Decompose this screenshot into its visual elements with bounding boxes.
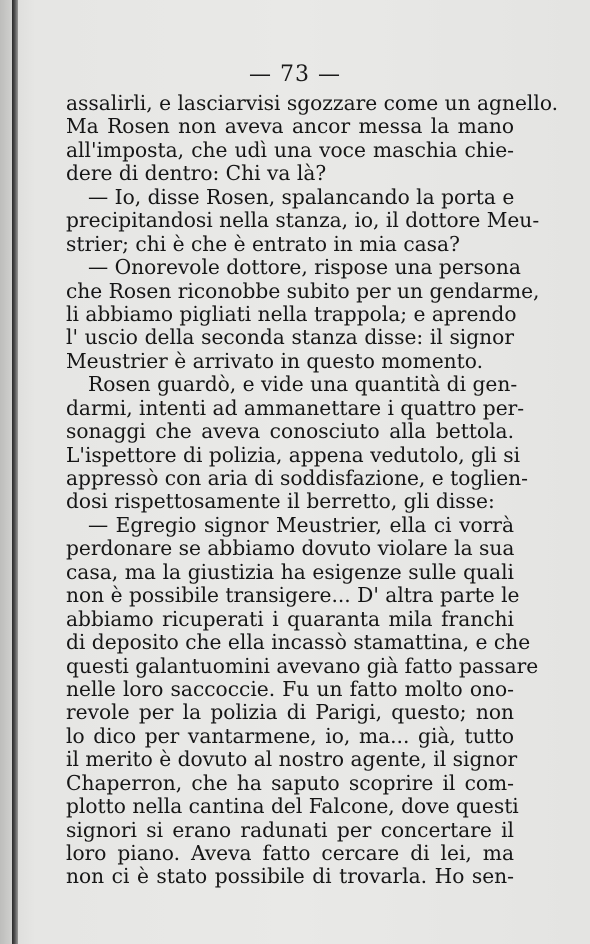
- text-line: il merito è dovuto al nostro agente, il signor: [66, 747, 518, 772]
- text-line: Chaperron, che ha saputo scoprire il com-: [66, 770, 514, 795]
- text-line: plotto nella cantina del Falcone, dove questi: [66, 794, 519, 819]
- text-line: dosi rispettosamente il berretto, gli disse:: [66, 489, 495, 514]
- text-line: non ci è stato possibile di trovarla. Ho sen-: [66, 864, 514, 889]
- text-line: — Egregio signor Meustrier, ella ci vorrà: [88, 512, 514, 537]
- text-line: loro piano. Aveva fatto cercare di lei, ma: [66, 841, 514, 865]
- text-line: assalirli, e lasciarvisi sgozzare come un agnello.: [66, 91, 559, 115]
- text-line: signori si erano radunati per concertare il: [66, 817, 514, 842]
- text-line: L'ispettore di polizia, appena vedutolo, gli si: [66, 442, 521, 467]
- body-text: [66, 91, 559, 889]
- text-line: Ma Rosen non aveva ancor messa la mano: [66, 114, 514, 139]
- text-line: Meustrier è arrivato in questo momento.: [66, 348, 483, 373]
- text-line: darmi, intenti ad ammanettare i quattro per-: [66, 395, 525, 420]
- text-line: nelle loro saccoccie. Fu un fatto molto ono-: [66, 676, 514, 701]
- text-line: sonaggi che aveva conosciuto alla bettola.: [66, 419, 514, 444]
- text-line: strier; chi è che è entrato in mia casa?: [66, 231, 460, 256]
- text-line: all'imposta, che udì una voce maschia chie-: [66, 137, 514, 162]
- text-line: di deposito che ella incassò stamattina, e che: [66, 630, 531, 655]
- text-line: non è possibile transigere... D' altra parte le: [66, 583, 520, 608]
- text-line: li abbiamo pigliati nella trappola; e aprendo: [66, 301, 517, 326]
- text-line: precipitandosi nella stanza, io, il dottore Meu-: [66, 208, 540, 233]
- text-line: Rosen guardò, e vide una quantità di gen-: [88, 372, 518, 397]
- text-line: — Onorevole dottore, rispose una persona: [88, 255, 521, 280]
- binding-shadow: [0, 0, 12, 944]
- text-line: appressò con aria di soddisfazione, e toglien-: [66, 466, 528, 490]
- book-spine-edge: [12, 0, 18, 944]
- text-line: — Io, disse Rosen, spalancando la porta e: [88, 184, 515, 209]
- text-line: casa, ma la giustizia ha esigenze sulle quali: [66, 559, 514, 584]
- page-number: — 73 —: [249, 62, 341, 87]
- text-line: l' uscio della seconda stanza disse: il signor: [66, 325, 514, 350]
- text-line: revole per la polizia di Parigi, questo; non: [66, 700, 514, 725]
- text-line: dere di dentro: Chi va là?: [66, 161, 327, 186]
- text-line: abbiamo ricuperati i quaranta mila franchi: [66, 606, 514, 631]
- text-line: lo dico per vantarmene, io, ma... già, tutto: [66, 723, 514, 748]
- text-line: questi galantuomini avevano già fatto passare: [66, 653, 539, 678]
- text-line: che Rosen riconobbe subito per un gendarme,: [66, 278, 540, 303]
- text-line: perdonare se abbiamo dovuto violare la sua: [66, 536, 515, 561]
